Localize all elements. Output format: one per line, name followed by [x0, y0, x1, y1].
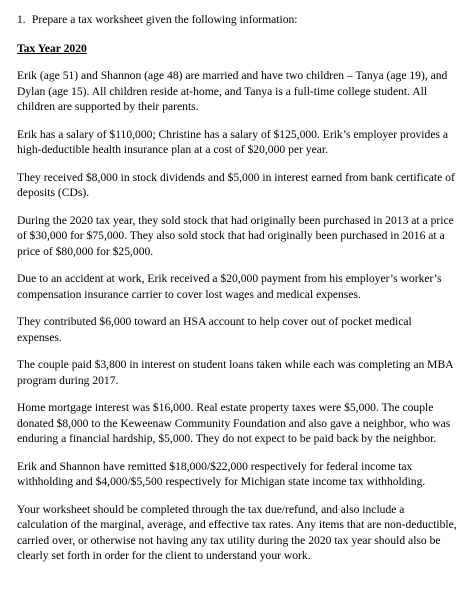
- paragraph-withholding: Erik and Shannon have remitted $18,000/$22,000 respectively for federal income tax withholding and $4,000/$5,500 respectively for Michigan state income tax withholding.: [17, 459, 426, 488]
- document-page: [17, 12, 457, 564]
- paragraph-student-loans: The couple paid $3,800 in interest on student loans taken while each was completing an MBA program during 2017.: [17, 358, 453, 387]
- paragraph-mortgage-donations: Home mortgage interest was $16,000. Real estate property taxes were $5,000. The couple donated $8,000 to the Keweenaw Community Foundation and also gave a neighbor, who was enduring a financial hardship, $5,000. They do not expect to be paid back by the neighbor.: [17, 401, 451, 445]
- paragraph-workers-comp: Due to an accident at work, Erik received a $20,000 payment from his employer’s worker’s compensation insurance carrier to cover lost wages and medical expenses.: [17, 272, 442, 301]
- question-text: Prepare a tax worksheet given the following information:: [31, 13, 298, 26]
- paragraph-salary: Erik has a salary of $110,000; Christine has a salary of $125,000. Erik’s employer provides a high-deductible health insurance plan at a cost of $20,000 per year.: [17, 127, 449, 156]
- paragraph-dividends-interest: They received $8,000 in stock dividends and $5,000 in interest earned from bank certificate of deposits (CDs).: [17, 170, 455, 199]
- paragraph-hsa: They contributed $6,000 toward an HSA account to help cover out of pocket medical expenses.: [17, 315, 412, 344]
- paragraph-instructions: Your worksheet should be completed through the tax due/refund, and also include a calculation of the marginal, average, and effective tax rates. Any items that are non-deductible, carried over, or otherwise not having any tax utility during the 2020 tax year should also be clearly set forth in order for the client to understand your work.: [17, 502, 457, 562]
- section-title: Tax Year 2020: [17, 41, 87, 55]
- question-heading: [17, 12, 457, 28]
- item-number: 1.: [17, 13, 26, 26]
- paragraph-family: Erik (age 51) and Shannon (age 48) are married and have two children – Tanya (age 19), and Dylan (age 15). All children reside at-home, and Tanya is a full-time college student. All children are supported by their parents.: [17, 69, 448, 113]
- paragraph-stock-sales: During the 2020 tax year, they sold stock that had originally been purchased in 2013 at a price of $30,000 for $75,000. They also sold stock that had originally been purchased in 2016 at a price of $80,000 for $25,000.: [17, 213, 454, 258]
